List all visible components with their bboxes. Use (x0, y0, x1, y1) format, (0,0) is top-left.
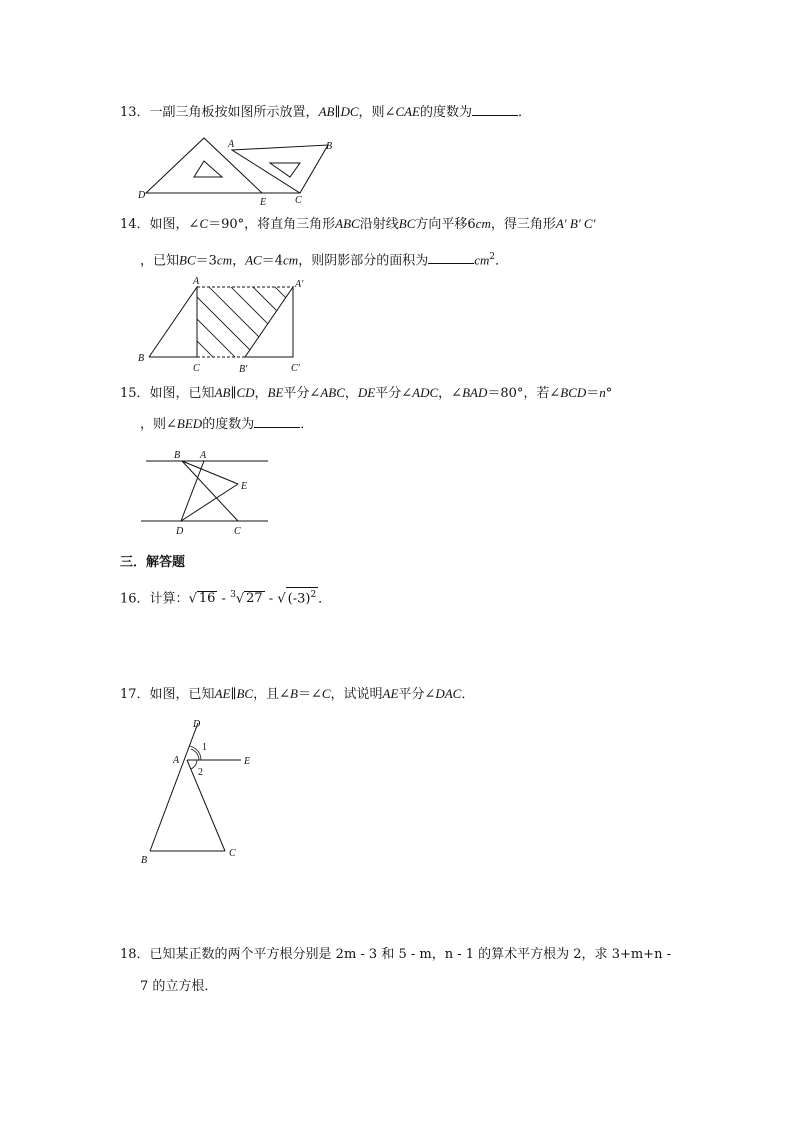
label-c: C (193, 363, 200, 374)
label-e: E (244, 756, 251, 767)
section-title: 三．解答题 (120, 555, 186, 570)
question-14-line2: ，已知BC＝3cm，AC＝4cm，则阴影部分的面积为 $cm^2$． (140, 252, 509, 269)
angle-2-label: 2 (198, 767, 203, 778)
label-a: A (173, 755, 180, 766)
label-b: B (174, 450, 181, 461)
label-b: B (326, 141, 333, 152)
figure-14 (135, 275, 325, 375)
label-e: E (241, 481, 248, 492)
question-16: 16．计算：√ 16 - $^3$√ 27 - √ $(-3)^2$ ． (120, 585, 331, 609)
label-a-prime: A′ (295, 279, 304, 290)
label-c: C (295, 195, 302, 206)
question-18-line1: 18．已知某正数的两个平方根分别是 2m - 3 和 5 - m，n - 1 的算术平方根为 2，求 3+m+n - (120, 947, 671, 962)
question-13: 13．一副三角板按如图所示放置，AB∥DC，则∠CAE的度数为 ． (120, 104, 532, 120)
question-18-line2: 7 的立方根． (140, 979, 218, 994)
question-15-line1: 15．如图，已知AB∥CD，BE平分∠ABC，DE平分∠ADC，∠BAD＝80°，若∠BCD＝n° (120, 385, 613, 401)
label-d: D (176, 526, 184, 537)
label-d: D (138, 190, 146, 201)
question-14-line1: 14．如图，∠C＝90°，将直角三角形ABC沿射线BC方向平移6cm，得三角形A′ B′ C′ (120, 216, 596, 232)
label-c: C (229, 848, 236, 859)
label-b: B (138, 353, 145, 364)
label-b: B (141, 855, 148, 866)
label-a: A (200, 450, 207, 461)
figure-13 (138, 135, 338, 210)
label-a: A (228, 139, 235, 150)
label-c: C (234, 526, 241, 537)
question-17: 17．如图，已知AE∥BC，且∠B＝∠C，试说明AE平分∠DAC． (120, 686, 475, 702)
label-e: E (260, 197, 267, 208)
answer-blank (254, 414, 300, 428)
answer-blank (472, 102, 518, 116)
question-15-line2: ，则∠BED的度数为 ． (140, 416, 314, 432)
label-b-prime: B′ (239, 364, 248, 375)
label-d: D (193, 719, 201, 730)
answer-blank (428, 250, 474, 264)
angle-1-label: 1 (202, 742, 207, 753)
label-a: A (193, 276, 200, 287)
label-c-prime: C′ (291, 363, 300, 374)
figure-15 (138, 446, 273, 538)
figure-17 (135, 715, 265, 870)
